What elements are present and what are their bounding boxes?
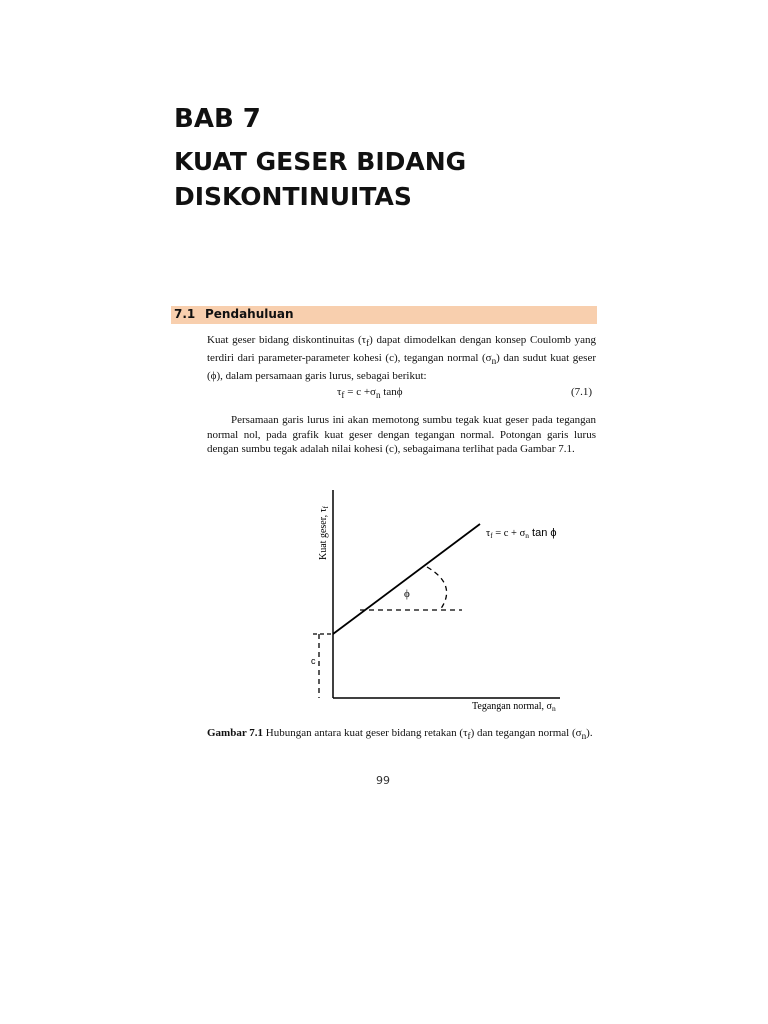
- y-axis-label-sub: f: [322, 506, 330, 509]
- section-number: 7.1: [174, 307, 196, 321]
- eq-tau-sub: f: [341, 390, 345, 401]
- chapter-title-line2: DISKONTINUITAS: [174, 182, 412, 211]
- para1-sub-n: n: [491, 355, 497, 366]
- caption-sub-n: n: [581, 731, 587, 742]
- paragraph-intro: [207, 333, 596, 383]
- x-axis-label-text: Tegangan normal, σ: [472, 701, 552, 712]
- equation-number: (7.1): [571, 386, 593, 398]
- chapter-title-line1: KUAT GESER BIDANG: [174, 147, 467, 176]
- caption-sub-f: f: [467, 731, 471, 742]
- cohesion-label: c: [311, 656, 316, 666]
- line-label-n-sub: n: [525, 531, 529, 540]
- x-axis-label: [472, 701, 556, 713]
- para1-text-b: ) dapat dimodelkan dengan konsep Coulomb yang terdiri dari parameter-parameter kohesi (c), tegangan normal (σ: [207, 334, 596, 364]
- line-label-mid: = c + σ: [492, 528, 526, 539]
- line-label-tau: τ: [486, 528, 491, 539]
- angle-label: ϕ: [404, 588, 410, 600]
- caption-text-b: ) dan tegangan normal (σ: [470, 727, 582, 739]
- figure-7-1-diagram: [290, 480, 590, 720]
- para1-text-c: ) dan sudut kuat geser (ϕ), dalam persamaan garis lurus, sebagai berikut:: [207, 351, 596, 382]
- line-label-tau-sub: f: [490, 532, 493, 540]
- caption-label: Gambar 7.1: [207, 727, 264, 739]
- y-axis-label-text: Kuat geser, τ: [318, 508, 329, 560]
- eq-end: tanϕ: [380, 386, 403, 398]
- x-axis-label-sub: n: [551, 704, 556, 713]
- page-number: 99: [376, 774, 390, 787]
- shear-strength-line: [333, 524, 480, 634]
- eq-sigma-sub: n: [375, 390, 381, 401]
- eq-mid: = c +σ: [344, 386, 376, 398]
- para1-sub-f: f: [366, 338, 370, 349]
- y-axis-label: [318, 505, 330, 560]
- line-label-end: tan ϕ: [529, 527, 557, 539]
- section-header: [171, 306, 597, 324]
- figure-caption: [207, 726, 596, 744]
- eq-tau: τ: [337, 386, 342, 398]
- para1-text-a: Kuat geser bidang diskontinuitas (τ: [207, 334, 367, 346]
- paragraph-explanation: Persamaan garis lurus ini akan memotong sumbu tegak kuat geser pada tegangan normal nol, pada grafik kuat geser dengan tegangan normal. Potongan garis lurus dengan sumbu tegak adalah nilai kohesi (c), sebagaimana terlihat pada Gambar 7.1.: [207, 414, 596, 456]
- section-title: Pendahuluan: [205, 307, 294, 321]
- equation-7-1: [337, 386, 403, 400]
- caption-text-a: Hubungan antara kuat geser bidang retakan (τ: [263, 727, 468, 739]
- angle-arc: [427, 567, 447, 610]
- chapter-heading: BAB 7: [174, 104, 261, 134]
- equation-label: [486, 527, 557, 540]
- caption-text-c: ).: [586, 727, 593, 739]
